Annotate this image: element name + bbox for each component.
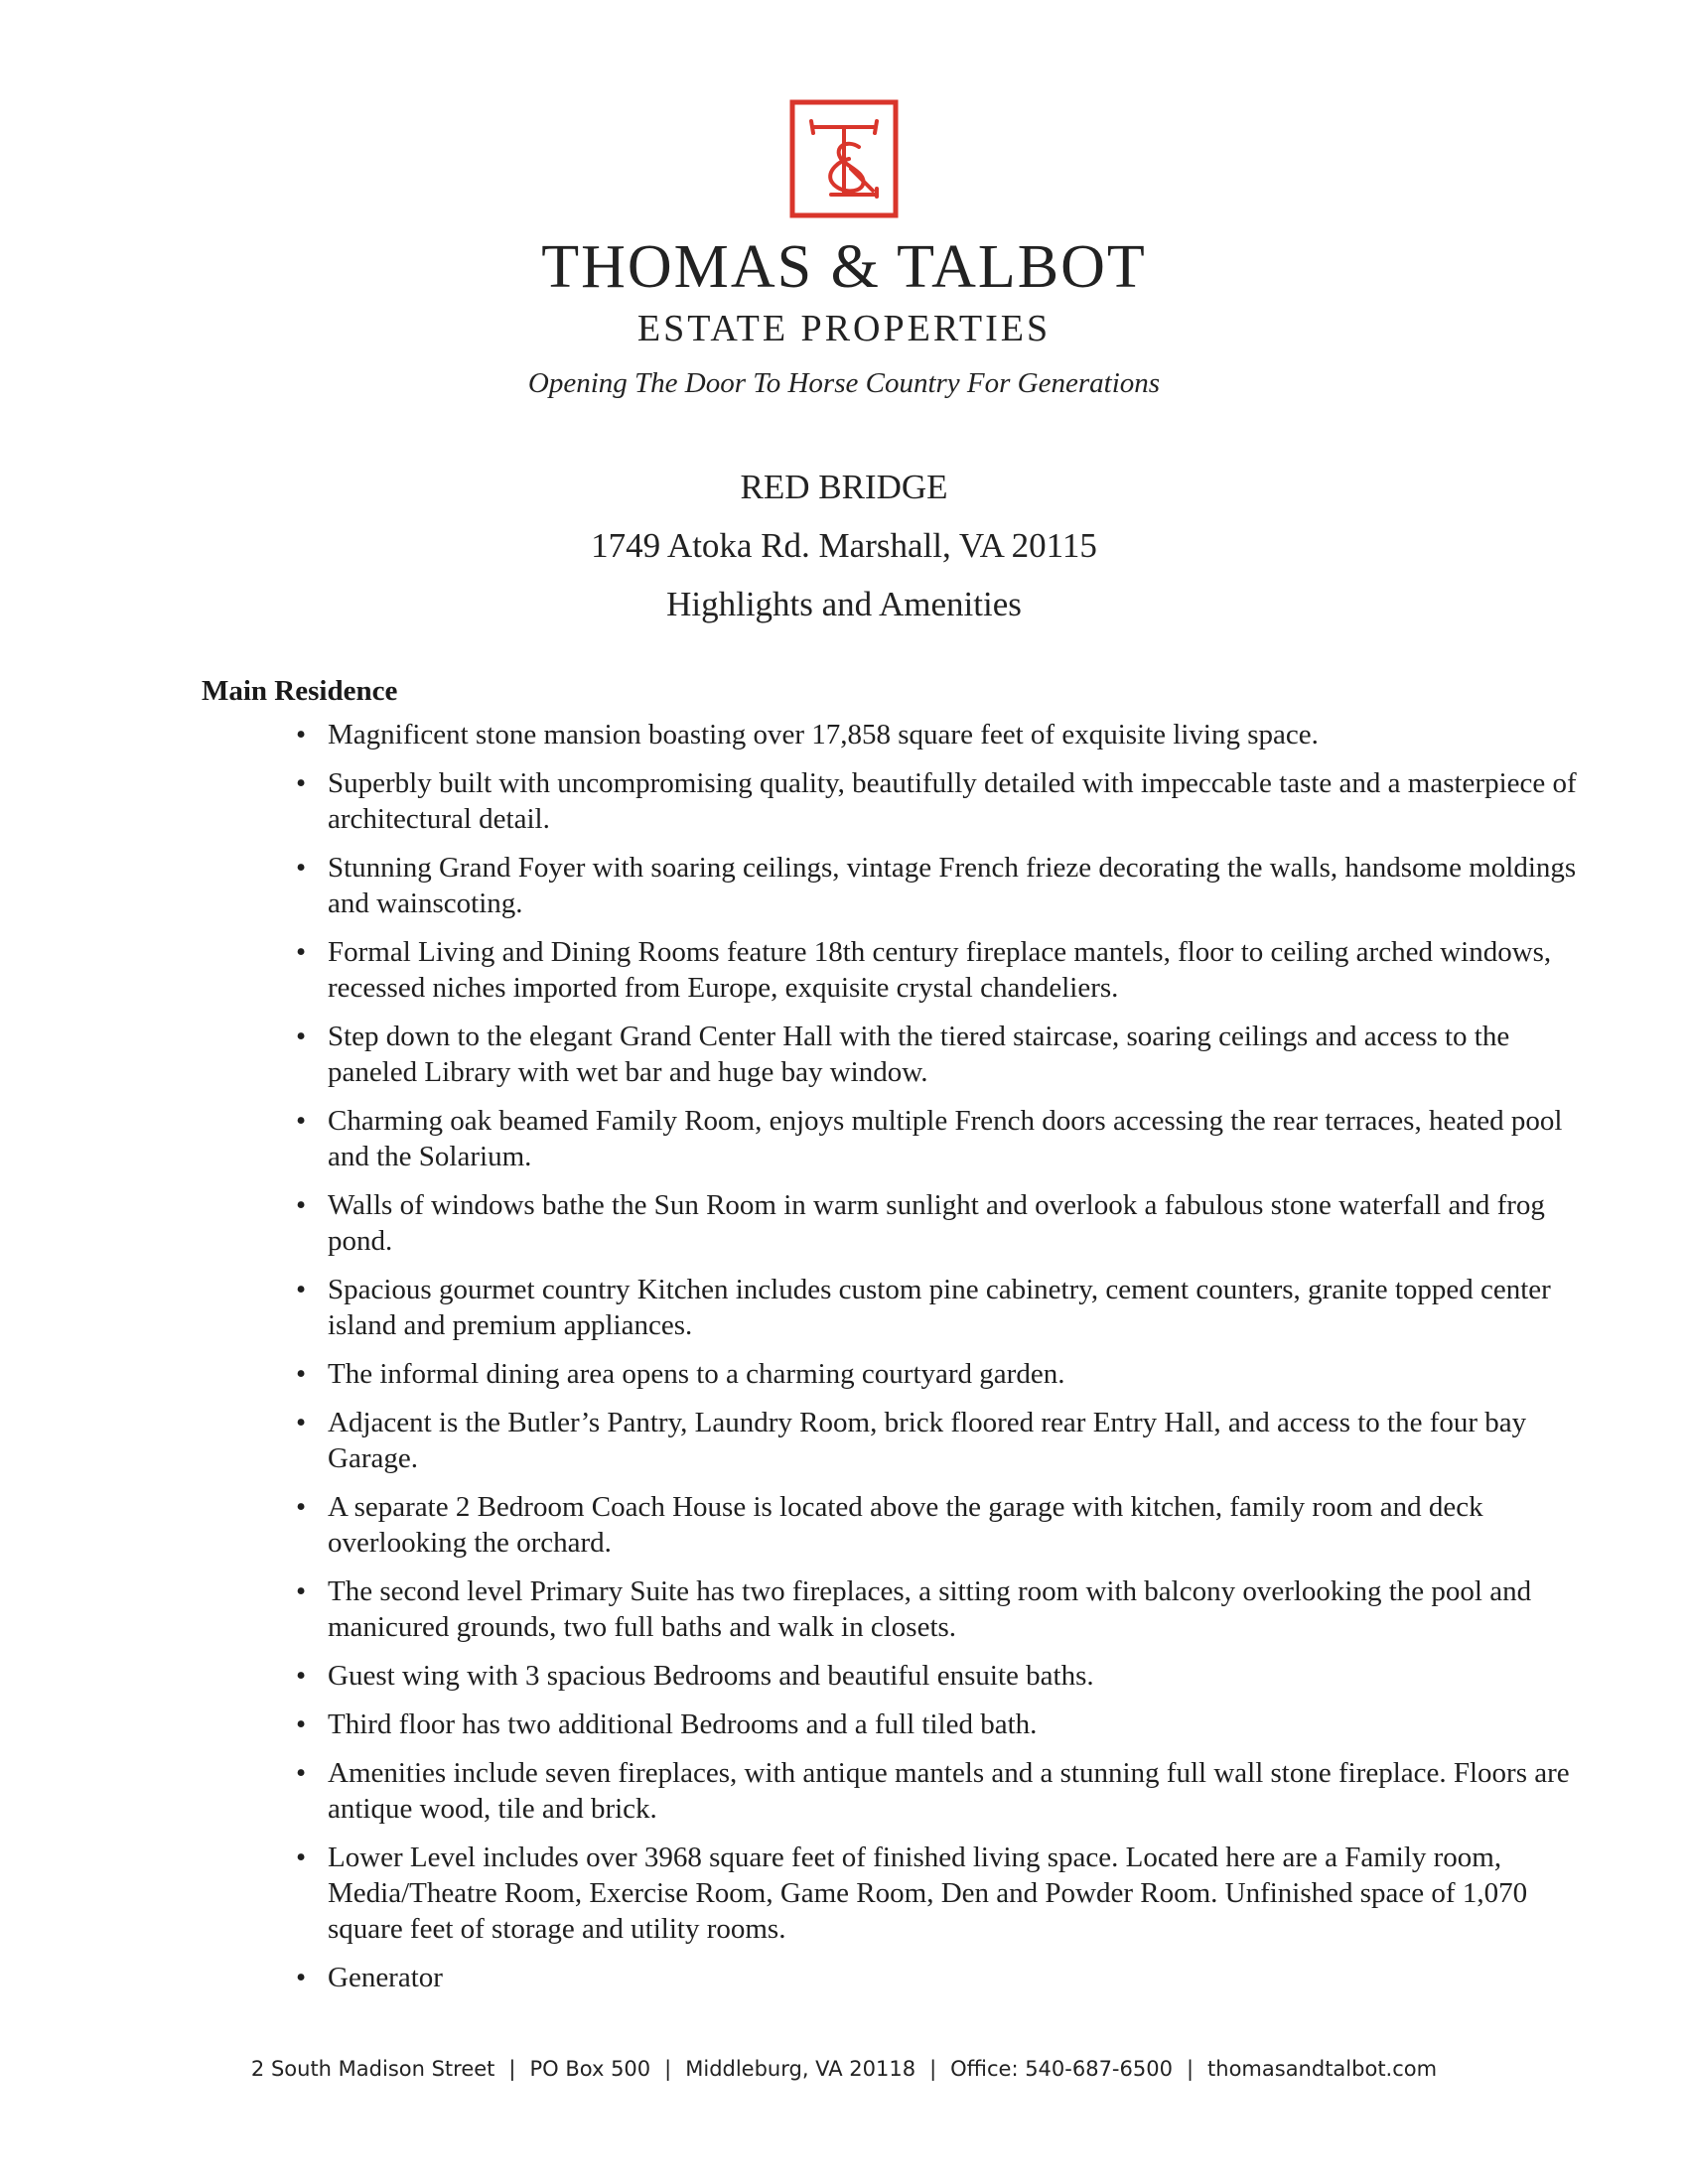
list-item-text: Lower Level includes over 3968 square feet of finished living space. Located here are a Family room, Media/Theatre Room, Exercise Room, Game Room, Den and Powder Room. Unfinished space of 1,070 square feet of storage and utility rooms.: [328, 1842, 1528, 1945]
list-item: [293, 1706, 1594, 1742]
list-item-text: Spacious gourmet country Kitchen includes custom pine cabinetry, cement counters, granite topped center island and premium appliances.: [328, 1274, 1551, 1341]
list-item-text: Superbly built with uncompromising quality, beautifully detailed with impeccable taste and a masterpiece of architectural detail.: [328, 767, 1577, 835]
property-heading: Highlights and Amenities: [666, 585, 1022, 623]
list-item-text: A separate 2 Bedroom Coach House is located above the garage with kitchen, family room and deck overlooking the orchard.: [328, 1491, 1483, 1559]
bullet-icon: •: [296, 852, 307, 884]
brand-name: THOMAS & TALBOT: [541, 233, 1147, 301]
bullet-icon: •: [296, 1842, 307, 1873]
footer-city: Middleburg, VA 20118: [685, 2057, 916, 2081]
bullet-icon: •: [296, 936, 307, 968]
bullet-icon: •: [296, 1358, 307, 1390]
list-item: [293, 1103, 1594, 1174]
thomas-talbot-logo: [789, 99, 899, 218]
list-item-text: Step down to the elegant Grand Center Hall with the tiered staircase, soaring ceilings and access to the paneled Library with wet bar and huge bay window.: [328, 1021, 1510, 1088]
bullet-icon: •: [296, 767, 307, 799]
list-item-text: The second level Primary Suite has two fireplaces, a sitting room with balcony overlooking the pool and manicured grounds, two full baths and walk in closets.: [328, 1575, 1532, 1643]
footer-separator: |: [929, 2057, 937, 2081]
highlights-list: [293, 717, 1594, 2008]
list-item: [293, 1489, 1594, 1561]
list-item: [293, 1573, 1594, 1645]
property-address: 1749 Atoka Rd. Marshall, VA 20115: [591, 526, 1097, 565]
bullet-icon: •: [296, 1660, 307, 1692]
bullet-icon: •: [296, 1491, 307, 1523]
footer-website-link[interactable]: thomasandtalbot.com: [1207, 2057, 1438, 2081]
list-item: [293, 1272, 1594, 1343]
list-item: [293, 1960, 1594, 1995]
list-item: [293, 1405, 1594, 1476]
list-item: [293, 717, 1594, 752]
list-item: [293, 850, 1594, 921]
list-item: [293, 1840, 1594, 1947]
bullet-icon: •: [296, 1708, 307, 1740]
list-item: [293, 1187, 1594, 1259]
footer-separator: |: [1186, 2057, 1195, 2081]
list-item: [293, 1755, 1594, 1827]
brand-subtitle: ESTATE PROPERTIES: [636, 308, 1052, 349]
footer-separator: |: [664, 2057, 672, 2081]
brand-tagline: Opening The Door To Horse Country For Generations: [527, 367, 1161, 399]
list-item-text: Formal Living and Dining Rooms feature 18th century fireplace mantels, floor to ceiling arched windows, recessed niches imported from Europe, exquisite crystal chandeliers.: [328, 936, 1552, 1004]
list-item-text: Walls of windows bathe the Sun Room in warm sunlight and overlook a fabulous stone waterfall and frog pond.: [328, 1189, 1545, 1257]
list-item-text: Guest wing with 3 spacious Bedrooms and beautiful ensuite baths.: [328, 1660, 1094, 1692]
list-item-text: Stunning Grand Foyer with soaring ceilings, vintage French frieze decorating the walls, handsome moldings and wainscoting.: [328, 852, 1577, 919]
list-item-text: Amenities include seven fireplaces, with antique mantels and a stunning full wall stone fireplace. Floors are antique wood, tile and brick.: [328, 1757, 1570, 1825]
bullet-icon: •: [296, 1189, 307, 1221]
footer-office-phone: Office: 540-687-6500: [950, 2057, 1173, 2081]
list-item-text: Third floor has two additional Bedrooms and a full tiled bath.: [328, 1708, 1038, 1740]
bullet-icon: •: [296, 1021, 307, 1052]
bullet-icon: •: [296, 1962, 307, 1993]
footer-separator: |: [508, 2057, 516, 2081]
bullet-icon: •: [296, 1757, 307, 1789]
bullet-icon: •: [296, 1105, 307, 1137]
property-name: RED BRIDGE: [740, 468, 948, 506]
footer-street: 2 South Madison Street: [250, 2057, 495, 2081]
list-item: [293, 1658, 1594, 1694]
list-item-text: Magnificent stone mansion boasting over 17,858 square feet of exquisite living space.: [328, 719, 1319, 751]
section-heading: Main Residence: [202, 675, 398, 707]
bullet-icon: •: [296, 719, 307, 751]
list-item-text: Charming oak beamed Family Room, enjoys multiple French doors accessing the rear terraces, heated pool and the Solarium.: [328, 1105, 1563, 1172]
list-item: [293, 934, 1594, 1006]
footer: [0, 2057, 1688, 2081]
list-item-text: The informal dining area opens to a charming courtyard garden.: [328, 1358, 1065, 1390]
list-item: [293, 1356, 1594, 1392]
list-item-text: Generator: [328, 1962, 443, 1993]
bullet-icon: •: [296, 1407, 307, 1438]
footer-po-box: PO Box 500: [529, 2057, 651, 2081]
list-item: [293, 1019, 1594, 1090]
list-item: [293, 765, 1594, 837]
bullet-icon: •: [296, 1575, 307, 1607]
list-item-text: Adjacent is the Butler’s Pantry, Laundry Room, brick floored rear Entry Hall, and access to the four bay Garage.: [328, 1407, 1527, 1474]
bullet-icon: •: [296, 1274, 307, 1305]
